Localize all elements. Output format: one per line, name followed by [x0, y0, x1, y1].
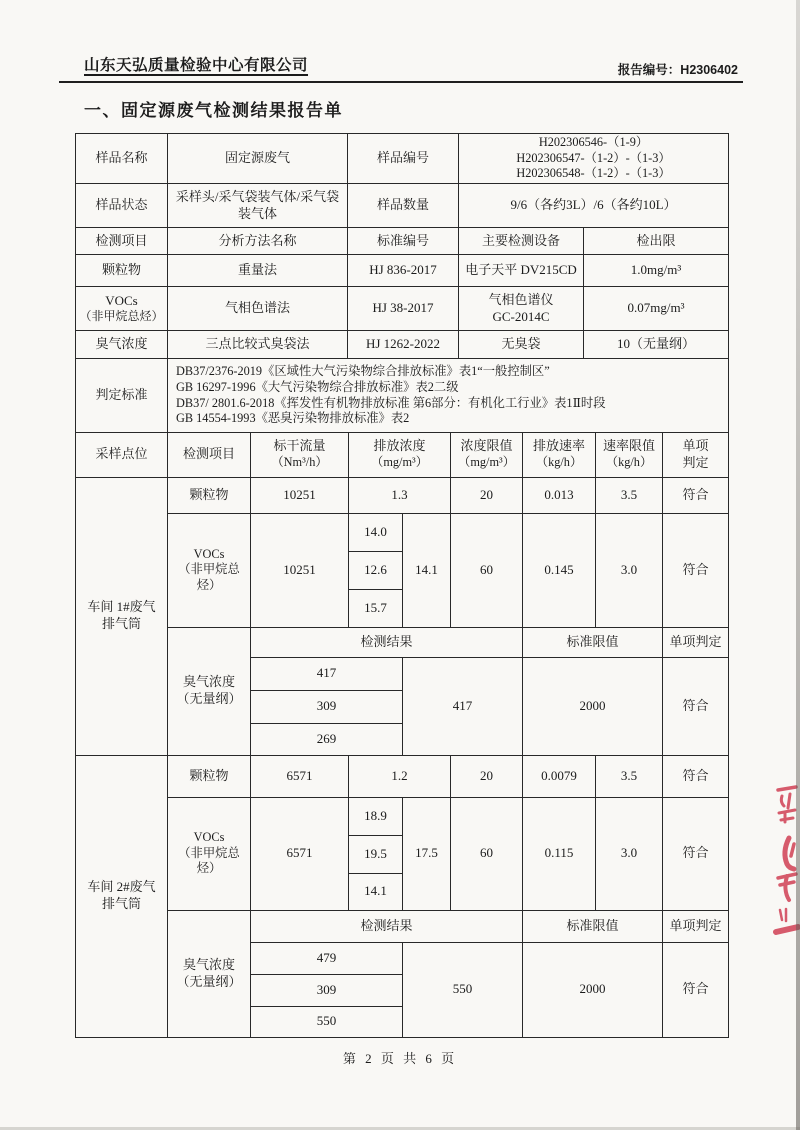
results-table [75, 432, 729, 1038]
header-item: 检测项目 [168, 432, 251, 477]
device-line: 气相色谱仪 [488, 292, 554, 308]
page-number: 第 2 页 共 6 页 [342, 1051, 458, 1066]
pm-item: 颗粒物 [168, 755, 251, 797]
odor-judge-header: 单项判定 [663, 627, 729, 657]
voc-reading: 19.5 [349, 835, 403, 873]
voc-item-line: VOCs [193, 546, 225, 561]
header-unit: （Nm³/h） [271, 455, 328, 470]
header-conc [349, 432, 451, 477]
voc-rate-limit: 3.0 [596, 797, 663, 910]
voc-judge: 符合 [663, 513, 729, 627]
header-flow [251, 432, 349, 477]
pm-rate: 0.013 [523, 477, 596, 513]
header-unit: （kg/h） [535, 455, 583, 470]
sample-name-label: 样品名称 [76, 134, 168, 184]
voc-item-line: （非甲烷总 [178, 845, 240, 860]
header-line: 速率限值 [603, 438, 656, 454]
header-unit: （mg/m³） [458, 455, 515, 470]
judge-line: GB 16297-1996《大气污染物综合排放标准》表2二级 [176, 379, 459, 394]
method-item: 臭气浓度 [76, 331, 168, 359]
pm-rate-limit: 3.5 [596, 755, 663, 797]
header-point: 采样点位 [76, 432, 168, 477]
odor-limit-header: 标准限值 [523, 910, 663, 942]
pm-rate: 0.0079 [523, 755, 596, 797]
point-line: 排气筒 [101, 616, 141, 632]
s2-pm-row [76, 755, 729, 797]
pm-judge: 符合 [663, 477, 729, 513]
odor-limit-header: 标准限值 [523, 627, 663, 657]
voc-label-line: （非甲烷总烃） [79, 309, 164, 324]
col-header-limit: 检出限 [584, 228, 729, 255]
header-line: 排放速率 [533, 438, 586, 454]
device-line: GC-2014C [492, 308, 550, 324]
odor-limit: 2000 [523, 942, 663, 1037]
voc-item-line: （非甲烷总 [178, 562, 240, 577]
s2-sampling-point [76, 755, 168, 1037]
s1-pm-row [76, 477, 729, 513]
voc-reading: 12.6 [349, 551, 403, 589]
odor-item-line: 臭气浓度 [182, 956, 235, 972]
method-row-odor [76, 331, 729, 359]
method-device: 电子天平 DV215CD [459, 255, 584, 287]
voc-label-line: VOCs [105, 292, 138, 308]
method-device [459, 287, 584, 331]
odor-reading: 309 [251, 974, 403, 1006]
method-header-row [76, 228, 729, 255]
odor-item-line: （无量纲） [176, 691, 242, 707]
sample-id-line: H202306546-（1-9） [538, 135, 649, 149]
odor-max: 417 [403, 657, 523, 755]
header-line: 浓度限值 [460, 438, 513, 454]
odor-result-header: 检测结果 [251, 910, 523, 942]
pm-conc-limit: 20 [451, 755, 523, 797]
pm-judge: 符合 [663, 755, 729, 797]
method-row-pm [76, 255, 729, 287]
header-rule [59, 81, 743, 83]
sample-no-label: 样品编号 [348, 134, 459, 184]
odor-item-line: 臭气浓度 [182, 674, 235, 690]
sample-state-value: 采样头/采气袋装气体/采气袋装气体 [168, 184, 348, 228]
method-device: 无臭袋 [459, 331, 584, 359]
sample-no-value [459, 134, 729, 184]
judge-line: DB37/2376-2019《区域性大气污染物综合排放标准》表1“一般控制区” [176, 364, 550, 379]
voc-conc-limit: 60 [451, 513, 523, 627]
sample-info-table [75, 133, 729, 433]
judge-standard-row [76, 359, 729, 433]
page-title: 一、固定源废气检测结果报告单 [84, 101, 343, 120]
voc-item [168, 797, 251, 910]
odor-reading: 269 [251, 723, 403, 755]
s2-odor-header-row [76, 910, 729, 942]
header-unit: （kg/h） [605, 455, 653, 470]
odor-reading: 417 [251, 657, 403, 690]
odor-reading: 550 [251, 1006, 403, 1037]
header-line: 单项 [682, 437, 709, 453]
odor-judge: 符合 [663, 942, 729, 1037]
header-line: 排放浓度 [373, 438, 426, 454]
odor-reading: 309 [251, 690, 403, 723]
header-judge [663, 432, 729, 477]
voc-item-line: 烃） [196, 577, 222, 592]
pm-flow: 10251 [251, 477, 349, 513]
method-std: HJ 836-2017 [348, 255, 459, 287]
s1-voc-row [76, 513, 729, 551]
odor-result-header: 检测结果 [251, 627, 523, 657]
company-name: 山东天弘质量检验中心有限公司 [84, 57, 309, 74]
method-name: 气相色谱法 [168, 287, 348, 331]
col-header-std: 标准编号 [348, 228, 459, 255]
pm-rate-limit: 3.5 [596, 477, 663, 513]
pm-flow: 6571 [251, 755, 349, 797]
odor-judge-header: 单项判定 [663, 910, 729, 942]
point-line: 车间 2#废气 [87, 879, 156, 895]
odor-item-line: （无量纲） [176, 973, 242, 989]
voc-flow: 6571 [251, 797, 349, 910]
pm-conc: 1.2 [349, 755, 451, 797]
voc-rate: 0.145 [523, 513, 596, 627]
point-line: 车间 1#废气 [87, 599, 156, 615]
sample-qty-label: 样品数量 [348, 184, 459, 228]
results-header-row [76, 432, 729, 477]
header-line: 标干流量 [273, 438, 326, 454]
voc-reading: 18.9 [349, 797, 403, 835]
header-line: 判定 [682, 454, 709, 470]
col-header-device: 主要检测设备 [459, 228, 584, 255]
scan-edge-shadow-right [796, 0, 800, 1130]
s1-sampling-point [76, 477, 168, 755]
odor-judge: 符合 [663, 657, 729, 755]
voc-reading: 15.7 [349, 589, 403, 627]
report-tables [75, 133, 728, 1038]
judge-standard-label: 判定标准 [76, 359, 168, 433]
sample-state-label: 样品状态 [76, 184, 168, 228]
method-item [76, 287, 168, 331]
voc-item-line: VOCs [193, 830, 225, 844]
method-name: 重量法 [168, 255, 348, 287]
judge-standard-value [168, 359, 729, 433]
header-rate-limit [596, 432, 663, 477]
method-limit: 0.07mg/m³ [584, 287, 729, 331]
voc-item-line: 烃） [196, 861, 222, 876]
pm-conc-limit: 20 [451, 477, 523, 513]
s2-voc-row [76, 797, 729, 835]
method-std: HJ 1262-2022 [348, 331, 459, 359]
method-name: 三点比较式臭袋法 [168, 331, 348, 359]
voc-rate-limit: 3.0 [596, 513, 663, 627]
point-line: 排气筒 [101, 896, 141, 912]
s1-odor-header-row [76, 627, 729, 657]
header-unit: （mg/m³） [371, 455, 428, 470]
voc-reading: 14.1 [349, 873, 403, 910]
odor-reading: 479 [251, 942, 403, 974]
voc-reading: 14.0 [349, 513, 403, 551]
sample-name-row [76, 134, 729, 184]
pm-item: 颗粒物 [168, 477, 251, 513]
method-item: 颗粒物 [76, 255, 168, 287]
col-header-method: 分析方法名称 [168, 228, 348, 255]
voc-avg: 14.1 [403, 513, 451, 627]
odor-item [168, 627, 251, 755]
sample-qty-value: 9/6（各约3L）/6（各约10L） [459, 184, 729, 228]
voc-conc-limit: 60 [451, 797, 523, 910]
voc-rate: 0.115 [523, 797, 596, 910]
voc-flow: 10251 [251, 513, 349, 627]
method-limit: 10（无量纲） [584, 331, 729, 359]
odor-limit: 2000 [523, 657, 663, 755]
voc-item [168, 513, 251, 627]
header-conc-limit [451, 432, 523, 477]
sample-id-line: H202306547-（1-2）-（1-3） [516, 150, 671, 165]
method-row-voc [76, 287, 729, 331]
col-header-item: 检测项目 [76, 228, 168, 255]
odor-item [168, 910, 251, 1037]
voc-judge: 符合 [663, 797, 729, 910]
odor-max: 550 [403, 942, 523, 1037]
sample-state-row [76, 184, 729, 228]
method-std: HJ 38-2017 [348, 287, 459, 331]
sample-id-line: H202306548-（1-2）-（1-3） [516, 166, 671, 181]
pm-conc: 1.3 [349, 477, 451, 513]
judge-line: GB 14554-1993《恶臭污染物排放标准》表2 [176, 411, 410, 426]
voc-avg: 17.5 [403, 797, 451, 910]
header-rate [523, 432, 596, 477]
method-limit: 1.0mg/m³ [584, 255, 729, 287]
sample-name-value: 固定源废气 [168, 134, 348, 184]
judge-line: DB37/ 2801.6-2018《挥发性有机物排放标准 第6部分：有机化工行业》表1Ⅱ时段 [176, 395, 606, 410]
report-number: 报告编号：H2306402 [617, 63, 738, 77]
